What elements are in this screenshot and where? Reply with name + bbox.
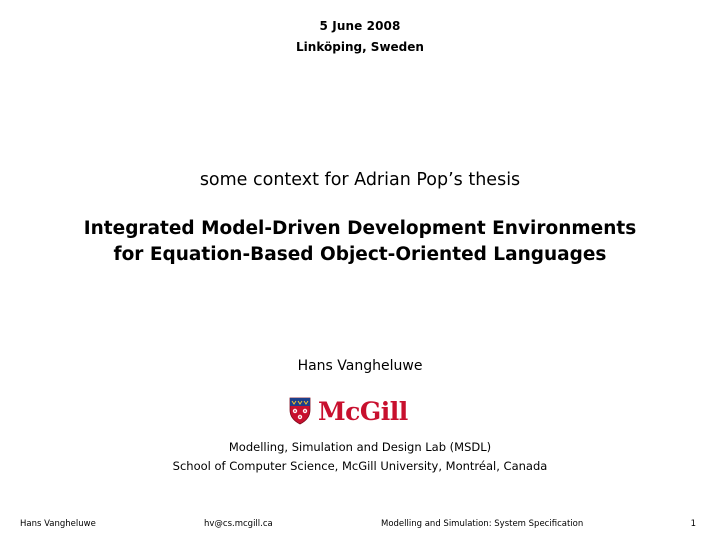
mcgill-wordmark: McGill <box>318 396 408 426</box>
author-name: Hans Vangheluwe <box>297 358 423 374</box>
mcgill-crest-icon <box>289 397 311 425</box>
school-affiliation: School of Computer Science, McGill University, Montréal, Canada <box>172 459 548 473</box>
footer-author: Hans Vangheluwe <box>20 519 96 529</box>
presentation-date: 5 June 2008 <box>319 19 401 33</box>
slide-title-line-2: for Equation-Based Object-Oriented Languages <box>113 244 607 265</box>
page-number: 1 <box>690 519 696 529</box>
mcgill-logo <box>289 395 408 427</box>
lab-affiliation: Modelling, Simulation and Design Lab (MSDL) <box>228 440 492 454</box>
presentation-location: Linköping, Sweden <box>296 40 424 54</box>
slide-title-line-1: Integrated Model-Driven Development Environments <box>83 218 637 239</box>
footer-email: hv@cs.mcgill.ca <box>204 519 273 529</box>
footer-title: Modelling and Simulation: System Specification <box>381 519 584 529</box>
context-subtitle: some context for Adrian Pop’s thesis <box>199 170 521 190</box>
